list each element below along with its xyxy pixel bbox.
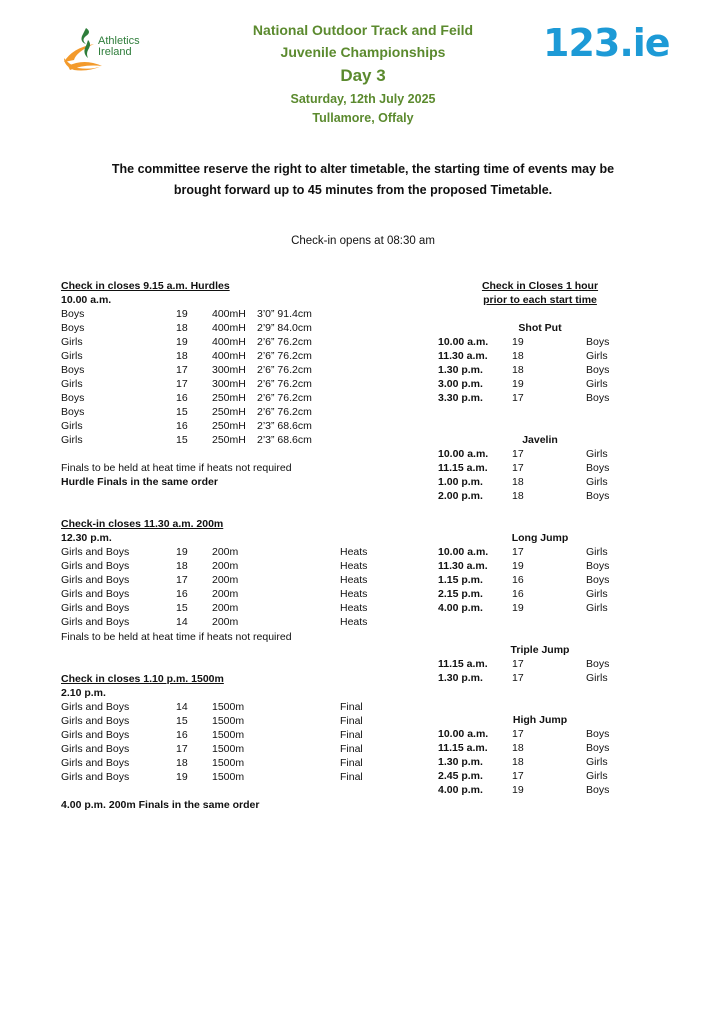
hurdles-event: 300mH [212, 364, 246, 376]
m200-age: 15 [176, 602, 188, 614]
hurdles-event: 250mH [212, 406, 246, 418]
hurdles-height: 2’6” 76.2cm [257, 364, 312, 376]
shot-put-heading: Shot Put [518, 322, 562, 334]
javelin-time: 11.15 a.m. [438, 462, 488, 474]
shot-put-group: Boys [586, 364, 610, 376]
high-jump-age: 17 [512, 728, 524, 740]
hurdles-event: 400mH [212, 308, 246, 320]
hurdles-event: 400mH [212, 350, 246, 362]
m200-event: 200m [212, 588, 239, 600]
javelin-group: Girls [586, 476, 608, 488]
m200-round: Heats [340, 546, 368, 558]
hurdles-event: 400mH [212, 336, 246, 348]
m1500-event: 1500m [212, 701, 245, 713]
high-jump-group: Girls [586, 770, 608, 782]
field-heading-line-2: prior to each start time [483, 294, 597, 306]
shot-put-age: 19 [512, 378, 524, 390]
m1500-age: 14 [176, 701, 188, 713]
long-jump-group: Girls [586, 546, 608, 558]
hurdles-height: 2’3” 68.6cm [257, 420, 312, 432]
triple-jump-heading: Triple Jump [510, 644, 570, 656]
high-jump-group: Girls [586, 756, 608, 768]
long-jump-time: 11.30 a.m. [438, 560, 488, 572]
high-jump-heading: High Jump [512, 714, 568, 726]
1500m-heading: Check in closes 1.10 p.m. 1500m [61, 673, 224, 685]
high-jump-group: Boys [586, 742, 610, 754]
m1500-group: Girls and Boys [61, 729, 130, 741]
long-jump-time: 4.00 p.m. [438, 602, 483, 614]
m1500-age: 17 [176, 743, 188, 755]
javelin-age: 18 [512, 476, 524, 488]
hurdles-age: 18 [176, 350, 188, 362]
hurdles-age: 17 [176, 378, 188, 390]
123ie-logo: 123.ie [543, 21, 670, 65]
m200-age: 19 [176, 546, 188, 558]
hurdles-time: 10.00 a.m. [61, 294, 112, 306]
shot-put-group: Girls [586, 378, 608, 390]
hurdles-age: 15 [176, 434, 188, 446]
javelin-group: Girls [586, 448, 608, 460]
m200-age: 14 [176, 616, 188, 628]
hurdles-group: Boys [61, 392, 85, 404]
200m-time: 12.30 p.m. [61, 532, 112, 544]
m1500-group: Girls and Boys [61, 701, 130, 713]
m1500-event: 1500m [212, 729, 245, 741]
triple-jump-time: 11.15 a.m. [438, 658, 488, 670]
high-jump-age: 18 [512, 742, 524, 754]
javelin-time: 2.00 p.m. [438, 490, 483, 502]
hurdles-group: Girls [61, 336, 83, 348]
m1500-group: Girls and Boys [61, 771, 130, 783]
shot-put-group: Girls [586, 350, 608, 362]
200m-finals-note: 4.00 p.m. 200m Finals in the same order [61, 799, 260, 811]
shot-put-age: 17 [512, 392, 524, 404]
m1500-round: Final [340, 701, 363, 713]
shot-put-group: Boys [586, 336, 610, 348]
javelin-age: 18 [512, 490, 524, 502]
high-jump-time: 1.30 p.m. [438, 756, 483, 768]
shot-put-time: 11.30 a.m. [438, 350, 488, 362]
m200-round: Heats [340, 616, 368, 628]
m1500-round: Final [340, 771, 363, 783]
hurdles-group: Girls [61, 434, 83, 446]
long-jump-time: 2.15 p.m. [438, 588, 483, 600]
hurdles-group: Boys [61, 364, 85, 376]
hurdles-group: Boys [61, 308, 85, 320]
m200-group: Girls and Boys [61, 546, 130, 558]
hurdles-group: Boys [61, 322, 85, 334]
page-title: National Outdoor Track and Feild [252, 22, 474, 38]
hurdles-height: 2’6” 76.2cm [257, 336, 312, 348]
high-jump-time: 11.15 a.m. [438, 742, 488, 754]
shot-put-time: 10.00 a.m. [438, 336, 489, 348]
field-heading-line-1: Check in Closes 1 hour [481, 280, 599, 292]
hurdles-event: 250mH [212, 434, 246, 446]
javelin-age: 17 [512, 462, 524, 474]
m1500-event: 1500m [212, 743, 245, 755]
m200-event: 200m [212, 574, 239, 586]
javelin-heading: Javelin [522, 434, 558, 446]
hurdles-height: 2’3” 68.6cm [257, 434, 312, 446]
shot-put-time: 3.00 p.m. [438, 378, 483, 390]
m200-round: Heats [340, 588, 368, 600]
shot-put-time: 3.30 p.m. [438, 392, 483, 404]
checkin-opens-text: Check-in opens at 08:30 am [291, 235, 435, 247]
long-jump-time: 1.15 p.m. [438, 574, 483, 586]
hurdles-finals-note: Hurdle Finals in the same order [61, 476, 218, 488]
long-jump-age: 19 [512, 602, 524, 614]
m200-group: Girls and Boys [61, 616, 130, 628]
javelin-time: 10.00 a.m. [438, 448, 489, 460]
m1500-event: 1500m [212, 771, 245, 783]
high-jump-time: 10.00 a.m. [438, 728, 489, 740]
high-jump-time: 2.45 p.m. [438, 770, 483, 782]
hurdles-age: 19 [176, 336, 188, 348]
m1500-age: 15 [176, 715, 188, 727]
javelin-age: 17 [512, 448, 524, 460]
triple-jump-group: Boys [586, 658, 610, 670]
page-subtitle: Juvenile Championships [280, 44, 446, 60]
event-location: Tullamore, Offaly [312, 111, 414, 125]
timetable-notice [60, 159, 666, 201]
shot-put-age: 19 [512, 336, 524, 348]
hurdles-event: 250mH [212, 392, 246, 404]
javelin-group: Boys [586, 462, 610, 474]
notice-line-2: brought forward up to 45 minutes from the proposed Timetable. [173, 183, 553, 197]
long-jump-age: 19 [512, 560, 524, 572]
long-jump-age: 17 [512, 546, 524, 558]
hurdles-group: Girls [61, 420, 83, 432]
200m-heading: Check-in closes 11.30 a.m. 200m [61, 518, 224, 530]
m1500-group: Girls and Boys [61, 715, 130, 727]
shot-put-age: 18 [512, 364, 524, 376]
high-jump-age: 18 [512, 756, 524, 768]
svg-text:Ireland: Ireland [98, 46, 132, 58]
hurdles-group: Girls [61, 378, 83, 390]
triple-jump-group: Girls [586, 672, 608, 684]
high-jump-age: 17 [512, 770, 524, 782]
m200-group: Girls and Boys [61, 574, 130, 586]
hurdles-height: 2’6” 76.2cm [257, 350, 312, 362]
high-jump-group: Boys [586, 728, 610, 740]
javelin-group: Boys [586, 490, 610, 502]
high-jump-time: 4.00 p.m. [438, 784, 483, 796]
long-jump-time: 10.00 a.m. [438, 546, 489, 558]
m1500-round: Final [340, 757, 363, 769]
long-jump-group: Boys [586, 560, 610, 572]
day-label: Day 3 [340, 66, 386, 85]
shot-put-group: Boys [586, 392, 610, 404]
hurdles-height: 3’0” 91.4cm [257, 308, 312, 320]
hurdles-age: 16 [176, 392, 188, 404]
hurdles-age: 17 [176, 364, 188, 376]
m1500-group: Girls and Boys [61, 743, 130, 755]
triple-jump-time: 1.30 p.m. [438, 672, 483, 684]
m200-age: 18 [176, 560, 188, 572]
hurdles-event: 250mH [212, 420, 246, 432]
m200-round: Heats [340, 560, 368, 572]
m200-event: 200m [212, 560, 239, 572]
svg-text:Athletics: Athletics [98, 35, 140, 47]
hurdles-event: 300mH [212, 378, 246, 390]
shot-put-age: 18 [512, 350, 524, 362]
triple-jump-age: 17 [512, 658, 524, 670]
m200-event: 200m [212, 602, 239, 614]
hurdles-heading: Check in closes 9.15 a.m. Hurdles [61, 280, 230, 292]
hurdles-age: 16 [176, 420, 188, 432]
m200-group: Girls and Boys [61, 588, 130, 600]
long-jump-group: Boys [586, 574, 610, 586]
javelin-time: 1.00 p.m. [438, 476, 483, 488]
m200-event: 200m [212, 546, 239, 558]
hurdles-note: Finals to be held at heat time if heats not required [61, 462, 292, 474]
m1500-round: Final [340, 715, 363, 727]
m1500-event: 1500m [212, 757, 245, 769]
long-jump-heading: Long Jump [511, 532, 569, 544]
long-jump-age: 16 [512, 574, 524, 586]
hurdles-event: 400mH [212, 322, 246, 334]
m1500-round: Final [340, 729, 363, 741]
m1500-round: Final [340, 743, 363, 755]
m200-event: 200m [212, 616, 239, 628]
hurdles-group: Girls [61, 350, 83, 362]
notice-line-1: The committee reserve the right to alter timetable, the starting time of events may be [111, 162, 615, 176]
m1500-group: Girls and Boys [61, 757, 130, 769]
high-jump-age: 19 [512, 784, 524, 796]
m1500-event: 1500m [212, 715, 245, 727]
hurdles-height: 2’6” 76.2cm [257, 392, 312, 404]
m200-round: Heats [340, 574, 368, 586]
1500m-time: 2.10 p.m. [61, 687, 106, 699]
m200-age: 17 [176, 574, 188, 586]
high-jump-group: Boys [586, 784, 610, 796]
long-jump-group: Girls [586, 588, 608, 600]
shot-put-time: 1.30 p.m. [438, 364, 483, 376]
long-jump-group: Girls [586, 602, 608, 614]
m200-round: Heats [340, 602, 368, 614]
m1500-age: 19 [176, 771, 188, 783]
m200-group: Girls and Boys [61, 560, 130, 572]
hurdles-height: 2’6” 76.2cm [257, 406, 312, 418]
event-date: Saturday, 12th July 2025 [290, 92, 436, 106]
hurdles-age: 15 [176, 406, 188, 418]
m200-group: Girls and Boys [61, 602, 130, 614]
triple-jump-age: 17 [512, 672, 524, 684]
m1500-age: 18 [176, 757, 188, 769]
200m-note: Finals to be held at heat time if heats not required [61, 631, 292, 643]
hurdles-height: 2’9” 84.0cm [257, 322, 312, 334]
m200-age: 16 [176, 588, 188, 600]
hurdles-age: 19 [176, 308, 188, 320]
long-jump-age: 16 [512, 588, 524, 600]
hurdles-height: 2’6” 76.2cm [257, 378, 312, 390]
m1500-age: 16 [176, 729, 188, 741]
hurdles-group: Boys [61, 406, 85, 418]
hurdles-age: 18 [176, 322, 188, 334]
